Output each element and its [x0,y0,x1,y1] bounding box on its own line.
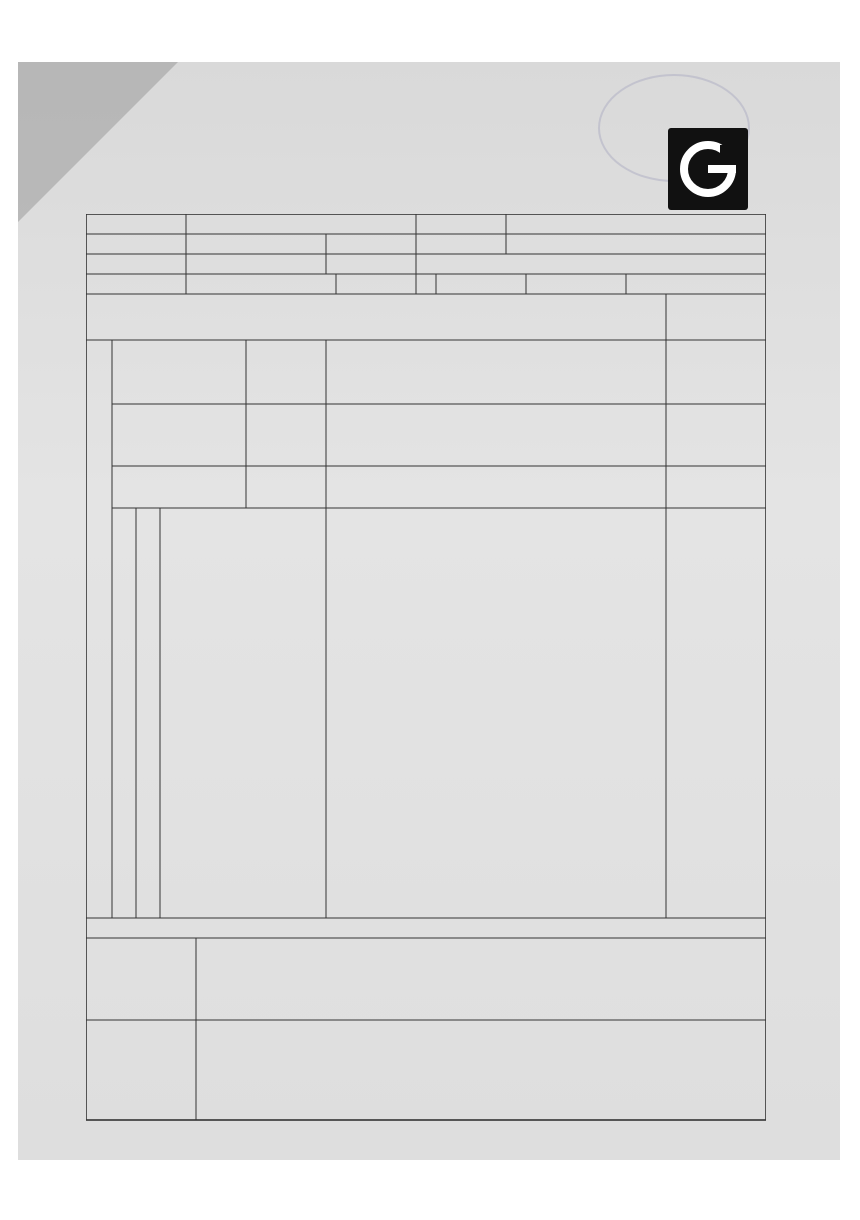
folded-corner [18,62,178,222]
inspection-form [86,214,766,1128]
form-grid [86,214,766,1124]
g-logo-icon [676,137,740,201]
publisher-logo [668,128,748,210]
